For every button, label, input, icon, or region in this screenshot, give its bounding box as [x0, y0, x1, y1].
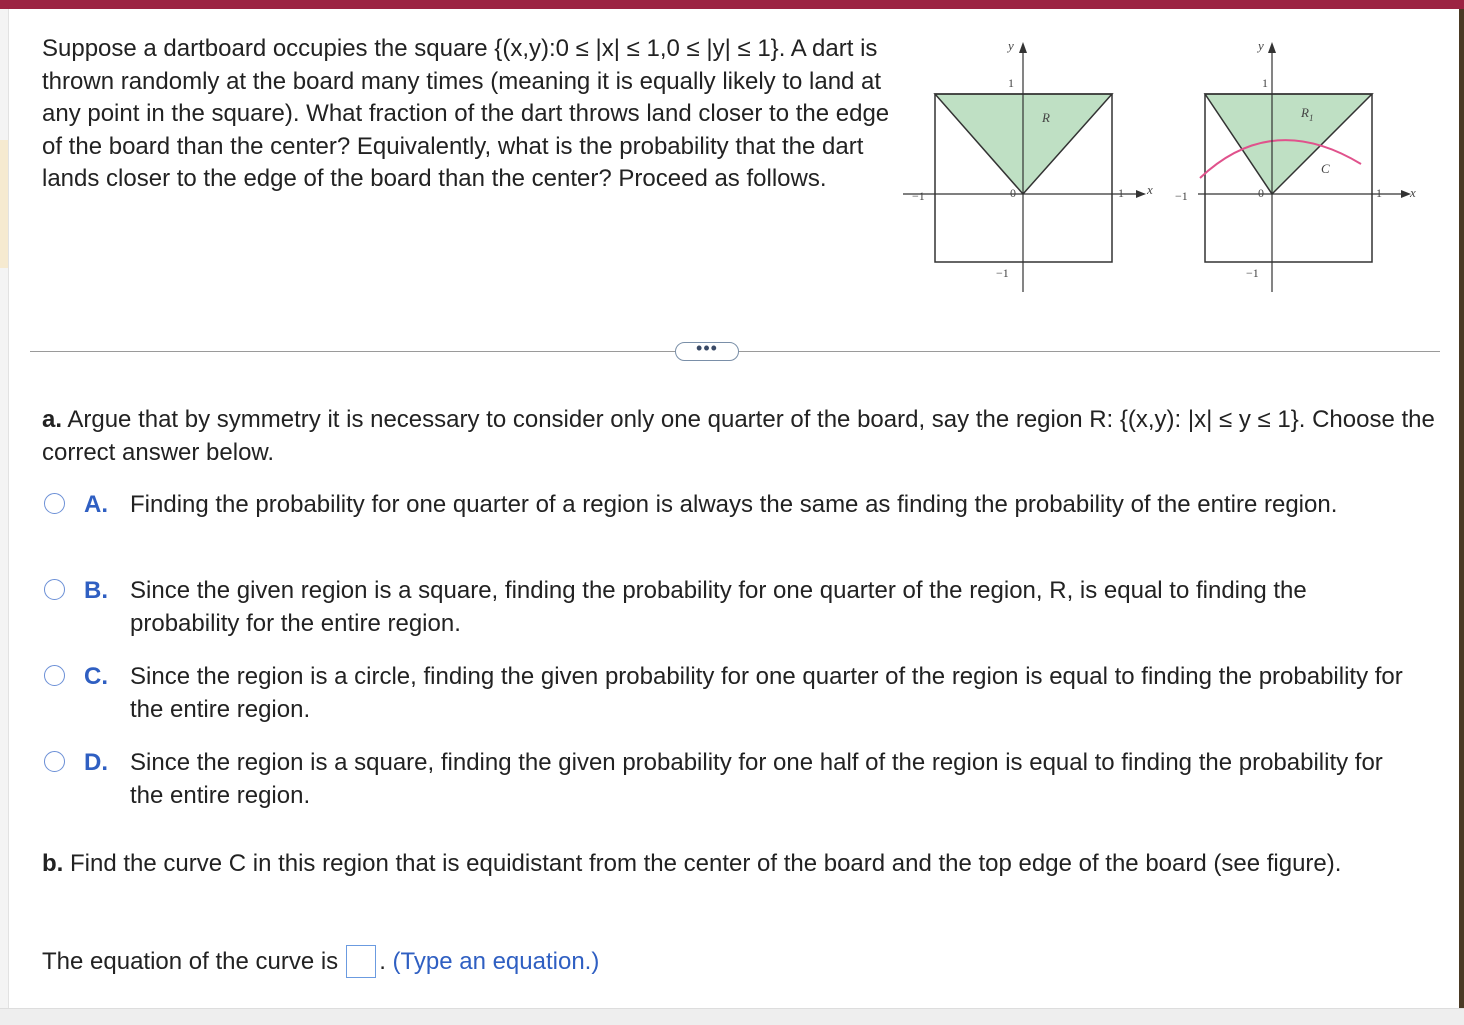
- radio-button[interactable]: [44, 751, 65, 772]
- top-accent-bar: [0, 0, 1464, 9]
- x-axis-label: x: [1147, 182, 1153, 197]
- radio-button[interactable]: [44, 579, 65, 600]
- dartboard-figures: [200, 30, 1430, 310]
- part-b-text: Find the curve C in this region that is equidistant from the center of the board and the top edge of the board (see figure).: [63, 850, 1342, 877]
- option-letter: C.: [84, 663, 108, 690]
- y-axis-arrow: [1268, 42, 1276, 53]
- option-letter: A.: [84, 491, 108, 518]
- x-tick-right: 1: [1376, 186, 1382, 200]
- region-label-r: R: [1042, 110, 1050, 125]
- answer-line: [42, 945, 599, 978]
- origin-label: 0: [1010, 186, 1016, 200]
- part-a-question: [42, 404, 1442, 469]
- y-tick-top: 1: [1008, 76, 1014, 90]
- y-tick-bottom: −1: [1246, 266, 1259, 280]
- y-axis-label: y: [1008, 38, 1014, 53]
- origin-label: 0: [1258, 186, 1264, 200]
- y-axis-label: y: [1258, 38, 1264, 53]
- right-edge-panel: [1459, 9, 1464, 1009]
- y-tick-top: 1: [1262, 76, 1268, 90]
- x-tick-right: 1: [1118, 186, 1124, 200]
- part-a-text: Argue that by symmetry it is necessary to consider only one quarter of the board, say the region R: {(x,y): |x| ≤ y ≤ 1}. Choose the correct answer below.: [42, 406, 1435, 466]
- x-tick-left: −1: [912, 189, 925, 203]
- x-tick-left: −1: [1175, 189, 1188, 203]
- more-button[interactable]: •••: [675, 342, 739, 361]
- region-r1: [1205, 94, 1372, 194]
- problem-statement: Suppose a dartboard occupies the square {(x,y):0 ≤ |x| ≤ 1,0 ≤ |y| ≤ 1}. A dart is thrown randomly at the board many times (meaning it is equally likely to land at any point in the square). What fraction of the dart throws land closer to the edge of the board than the center? Equivalently, what is the probability that the dart lands closer to the edge of the board than the center? Proceed as follows.: [42, 35, 890, 192]
- radio-button[interactable]: [44, 493, 65, 514]
- part-b-question: [42, 848, 1422, 881]
- option-text: Since the region is a circle, finding the given probability for one quarter of the region is equal to finding the probability for the entire region.: [130, 663, 1403, 723]
- bottom-toolbar-strip: [0, 1008, 1464, 1025]
- left-edge-marker: [0, 140, 8, 268]
- figure-right: [1175, 38, 1416, 292]
- option-text: Finding the probability for one quarter of a region is always the same as finding the probability of the entire region.: [130, 491, 1338, 518]
- part-a-label: a.: [42, 406, 63, 433]
- x-axis-arrow: [1136, 190, 1146, 198]
- option-letter: B.: [84, 577, 108, 604]
- radio-button[interactable]: [44, 665, 65, 686]
- y-tick-bottom: −1: [996, 266, 1009, 280]
- region-label-letter: R: [1301, 105, 1309, 120]
- part-b-label: b.: [42, 850, 64, 877]
- region-label-subscript: 1: [1308, 113, 1314, 123]
- option-letter: D.: [84, 749, 108, 776]
- curve-label-c: C: [1321, 161, 1330, 176]
- answer-prefix: The equation of the curve is: [42, 948, 339, 975]
- answer-suffix: .: [379, 948, 386, 975]
- option-text: Since the given region is a square, finding the probability for one quarter of the region, R, is equal to finding the probability for the entire region.: [130, 577, 1307, 637]
- answer-hint: (Type an equation.): [392, 948, 600, 975]
- option-text: Since the region is a square, finding the given probability for one half of the region is equal to finding the probability for the entire region.: [130, 749, 1383, 809]
- y-axis-arrow: [1019, 42, 1027, 53]
- x-axis-label: x: [1410, 185, 1416, 200]
- equation-answer-input[interactable]: [346, 945, 376, 978]
- figure-left: [903, 38, 1153, 292]
